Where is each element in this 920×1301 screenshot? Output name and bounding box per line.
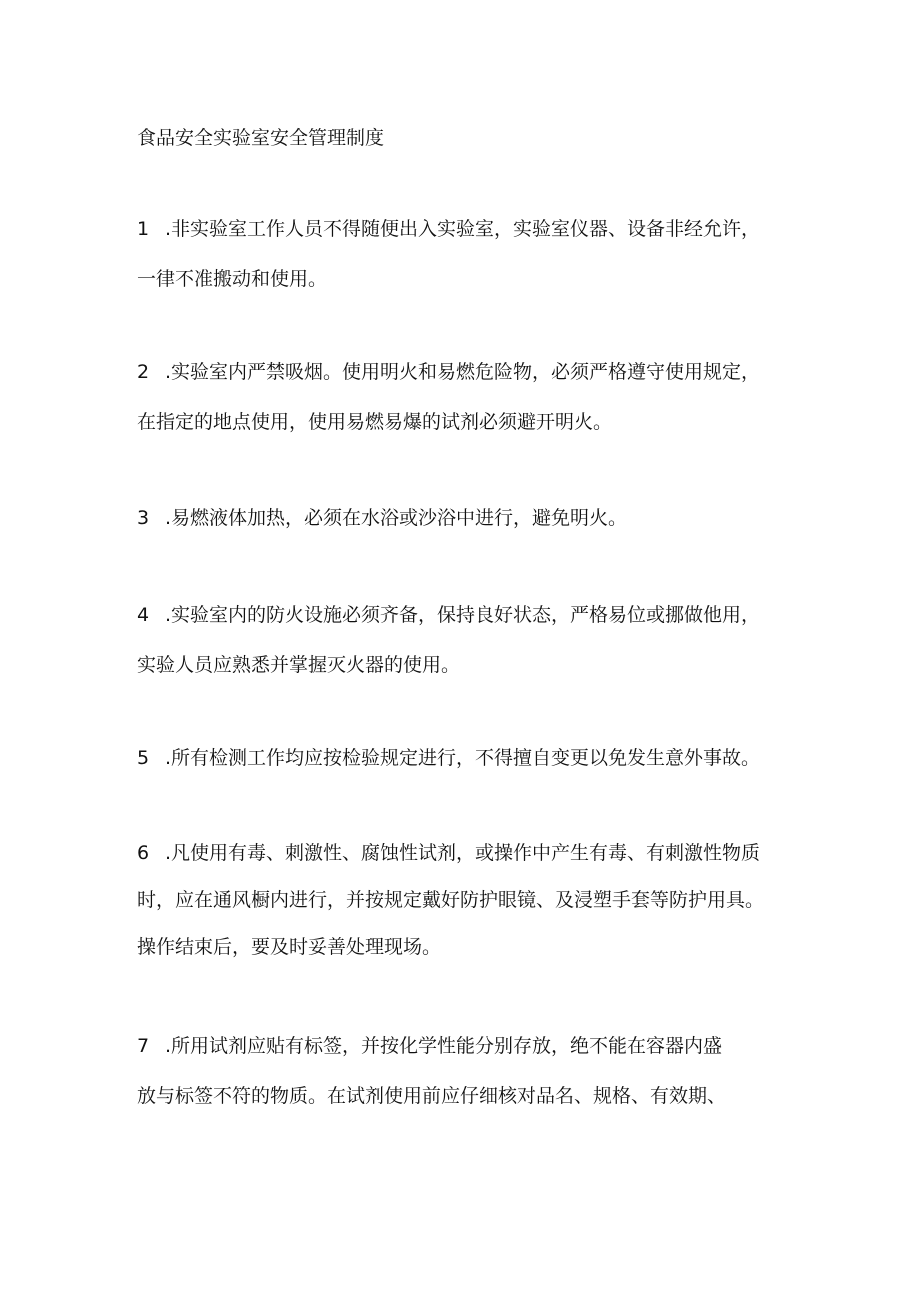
- rule-text-line: 操作结束后，要及时妥善处理现场。: [137, 936, 442, 958]
- rule-text-line: 实验人员应熟悉并掌握灭火器的使用。: [137, 654, 461, 676]
- rule-item-2: [137, 357, 817, 457]
- rule-number: 3: [137, 507, 150, 529]
- rule-number: 4: [137, 604, 150, 626]
- rule-text-line: .所有检测工作均应按检验规定进行，不得擅自变更以免发生意外事故。: [165, 747, 761, 769]
- rule-number: 2: [137, 361, 150, 383]
- rule-text-line: .实验室内严禁吸烟。使用明火和易燃危险物，必须严格遵守使用规定，: [165, 361, 761, 383]
- rule-text-line: .实验室内的防火设施必须齐备，保持良好状态，严格易位或挪做他用，: [165, 604, 761, 626]
- rule-item-5: [137, 743, 817, 793]
- rule-item-7: [137, 1031, 817, 1131]
- rule-text-line: .易燃液体加热，必须在水浴或沙浴中进行，避免明火。: [165, 507, 628, 529]
- rule-number: 6: [137, 842, 150, 864]
- rule-item-4: [137, 600, 817, 700]
- rule-text-line: .凡使用有毒、刺激性、腐蚀性试剂，或操作中产生有毒、有刺激性物质: [165, 842, 761, 864]
- rule-item-6: [137, 838, 817, 979]
- rule-text-line: .所用试剂应贴有标签，并按化学性能分别存放，绝不能在容器内盛: [165, 1035, 723, 1057]
- document-title: 食品安全实验室安全管理制度: [137, 127, 385, 149]
- rule-text-line: .非实验室工作人员不得随便出入实验室，实验室仪器、设备非经允许，: [165, 218, 761, 240]
- rule-text-line: 一律不准搬动和使用。: [137, 268, 328, 290]
- rule-number: 1: [137, 218, 150, 240]
- rule-item-3: [137, 503, 817, 553]
- rule-number: 5: [137, 747, 150, 769]
- rule-text-line: 放与标签不符的物质。在试剂使用前应仔细核对品名、规格、有效期、: [137, 1085, 727, 1107]
- rule-text-line: 在指定的地点使用，使用易燃易爆的试剂必须避开明火。: [137, 411, 613, 433]
- rule-text-line: 时，应在通风橱内进行，并按规定戴好防护眼镜、及浸塑手套等防护用具。: [137, 889, 765, 911]
- rule-number: 7: [137, 1035, 150, 1057]
- rule-item-1: [137, 214, 817, 314]
